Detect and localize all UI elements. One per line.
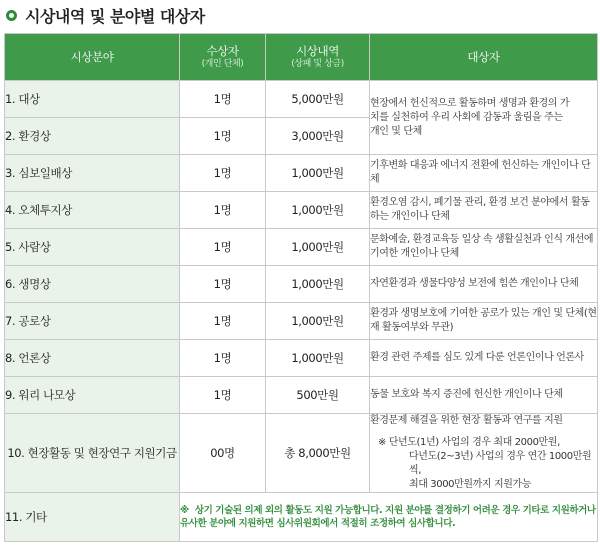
table-row <box>5 303 598 340</box>
row-prize: 1,000만원 <box>266 192 370 229</box>
header-prize-sub: (상패 및 상금) <box>291 59 344 69</box>
row-field: 8. 언론상 <box>5 340 180 377</box>
row-target: 환경오염 감시, 폐기물 관리, 환경 보건 분야에서 활동하는 개인이나 단체 <box>370 192 598 229</box>
row-count: 1명 <box>180 192 266 229</box>
row-field: 6. 생명상 <box>5 266 180 303</box>
row-target: 환경 관련 주제를 심도 있게 다룬 언론인이나 언론사 <box>370 340 598 377</box>
table-header-row <box>5 34 598 81</box>
fund-note-2: 다년도(2~3년) 사업의 경우 연간 1000만원씩, <box>409 451 592 476</box>
bullet-circle-icon <box>6 10 17 21</box>
table-row <box>5 377 598 414</box>
row-prize: 5,000만원 <box>266 81 370 118</box>
header-target: 대상자 <box>370 34 598 81</box>
row-prize: 1,000만원 <box>266 340 370 377</box>
header-count-sub: (개인 단체) <box>201 59 244 69</box>
table-row-fund <box>5 414 598 493</box>
section-title-row <box>6 3 205 27</box>
row-prize: 3,000만원 <box>266 118 370 155</box>
note-star-icon: ※ <box>180 505 189 516</box>
fund-target-line: 환경문제 해결을 위한 현장 활동과 연구를 지원 <box>370 415 563 426</box>
row-target-merged: 현장에서 헌신적으로 활동하며 생명과 환경의 가치를 실천하여 우리 사회에 감동과 울림을 주는 개인 및 단체 <box>370 81 598 155</box>
row-field: 3. 심보일배상 <box>5 155 180 192</box>
row-count: 1명 <box>180 155 266 192</box>
row-count: 1명 <box>180 340 266 377</box>
row-prize: 1,000만원 <box>266 266 370 303</box>
awards-table <box>4 33 598 542</box>
other-note-text: 상기 기술된 의제 외의 활동도 지원 가능합니다. 지원 분야를 결정하기 어려운 경우 기타로 지원하거나 유사한 분야에 지원하면 심사위원회에서 적절히 조정하여 심사합니다. <box>180 505 596 529</box>
row-field: 10. 현장활동 및 현장연구 지원기금 <box>5 414 180 493</box>
row-field: 11. 기타 <box>5 493 180 542</box>
table-row <box>5 192 598 229</box>
row-prize: 1,000만원 <box>266 229 370 266</box>
table-row <box>5 340 598 377</box>
row-field: 2. 환경상 <box>5 118 180 155</box>
row-prize: 1,000만원 <box>266 155 370 192</box>
row-count: 1명 <box>180 81 266 118</box>
row-count: 1명 <box>180 303 266 340</box>
row-field: 7. 공로상 <box>5 303 180 340</box>
header-field: 시상분야 <box>5 34 180 81</box>
row-count: 1명 <box>180 118 266 155</box>
fund-note-3: 최대 3000만원까지 지원가능 <box>409 479 532 490</box>
table-row <box>5 266 598 303</box>
row-target: 환경과 생명보호에 기여한 공로가 있는 개인 및 단체(현재 활동여부와 무관) <box>370 303 598 340</box>
row-field: 1. 대상 <box>5 81 180 118</box>
row-prize: 총 8,000만원 <box>266 414 370 493</box>
other-note-cell <box>180 493 598 542</box>
row-prize: 1,000만원 <box>266 303 370 340</box>
fund-note-1: ※ 단년도(1년) 사업의 경우 최대 2000만원, <box>378 437 560 448</box>
row-target: 문화예술, 환경교육등 일상 속 생활실천과 인식 개선에 기여한 개인이나 단체 <box>370 229 598 266</box>
table-row <box>5 81 598 118</box>
row-count: 1명 <box>180 266 266 303</box>
table-row <box>5 229 598 266</box>
row-field: 9. 워리 나모상 <box>5 377 180 414</box>
header-count: 수상자 (개인 단체) <box>180 34 266 81</box>
fund-note-list <box>370 436 597 492</box>
row-count: 1명 <box>180 229 266 266</box>
row-target: 동물 보호와 복지 증진에 헌신한 개인이나 단체 <box>370 377 598 414</box>
section-title: 시상내역 및 분야별 대상자 <box>25 6 205 26</box>
row-field: 4. 오체투지상 <box>5 192 180 229</box>
row-target: 자연환경과 생물다양성 보전에 힘쓴 개인이나 단체 <box>370 266 598 303</box>
header-prize: 시상내역 (상패 및 상금) <box>266 34 370 81</box>
table-row-other <box>5 493 598 542</box>
row-field: 5. 사람상 <box>5 229 180 266</box>
row-target-fund <box>370 414 598 493</box>
row-prize: 500만원 <box>266 377 370 414</box>
row-target: 기후변화 대응과 에너지 전환에 헌신하는 개인이나 단체 <box>370 155 598 192</box>
table-row <box>5 155 598 192</box>
row-count: 1명 <box>180 377 266 414</box>
row-count: 00명 <box>180 414 266 493</box>
